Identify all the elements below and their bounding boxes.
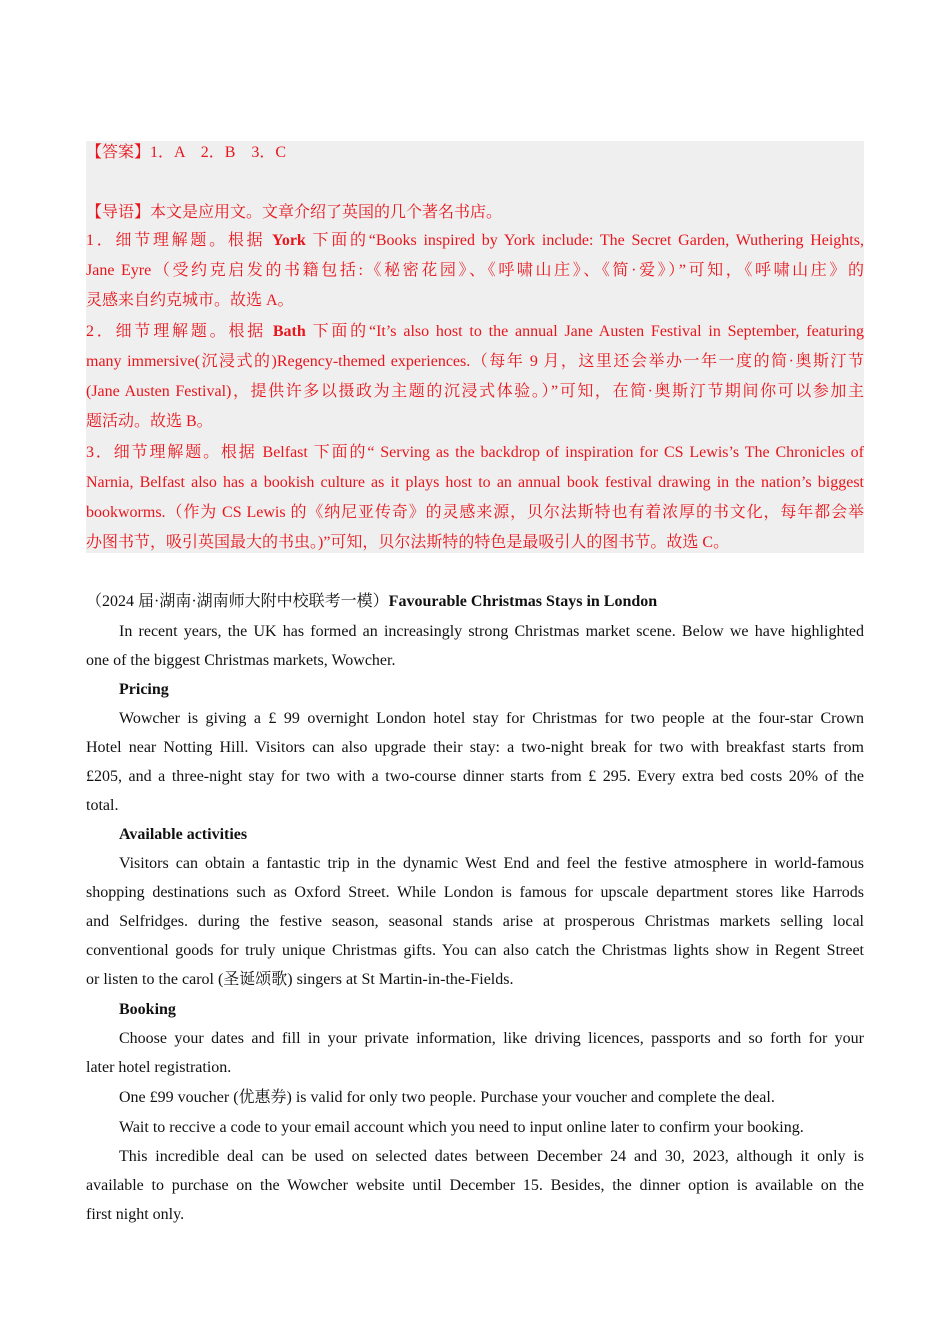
pricing-heading	[119, 675, 864, 705]
q3-explanation-line-2: Narnia, Belfast also has a bookish culture as it plays host to an annual book festival drawing in the nation’s biggest	[86, 474, 864, 491]
answer-label: 【答案】	[86, 144, 151, 161]
answer-line	[86, 138, 864, 168]
q1-explanation-line-2: Jane Eyre（受约克启发的书籍包括:《秘密花园》、《呼啸山庄》、《简·爱》）”可知，《呼啸山庄》的	[86, 262, 864, 279]
q2-text-a: 2．细节理解题。根据	[86, 323, 273, 340]
activities-line-5: or listen to the carol (圣诞颂歌) singers at St Martin-in-the-Fields.	[86, 971, 514, 988]
pricing-heading-text: Pricing	[119, 681, 169, 698]
activities-heading-text: Available activities	[119, 826, 248, 843]
activities-heading	[119, 820, 864, 850]
q2-explanation-line-1	[86, 317, 864, 347]
pricing-line-1: Wowcher is giving a £ 99 overnight London hotel stay for Christmas for two people at the four-star Crown	[119, 710, 864, 727]
booking-code-line: Wait to reccive a code to your email account which you need to input online later to confirm your booking.	[119, 1119, 804, 1136]
activities-line-1: Visitors can obtain a fantastic trip in the dynamic West End and feel the festive atmosphere in world-famous	[119, 855, 864, 872]
q1-text-b: 下面的“Books inspired by York include: The Secret Garden, Wuthering Heights,	[305, 232, 864, 249]
q3-explanation-line-1: 3．细节理解题。根据 Belfast 下面的“ Serving as the backdrop of inspiration for CS Lewis’s The Chronicles of	[86, 444, 864, 461]
booking-voucher-line: One £99 voucher (优惠券) is valid for only two people. Purchase your voucher and complete the deal.	[119, 1089, 775, 1106]
q3-explanation-line-3: bookworms.（作为 CS Lewis 的《纳尼亚传奇》的灵感来源，贝尔法斯特也有着浓厚的书文化，每年都会举	[86, 504, 864, 521]
answer-values: 1．A 2．B 3．C	[150, 144, 287, 161]
passage-source-title	[86, 587, 864, 617]
booking-line-1: Choose your dates and fill in your private information, like driving licences, passports and so forth for your	[119, 1030, 864, 1047]
passage-source: （2024 届·湖南·湖南师大附中校联考一模）	[86, 593, 389, 610]
pricing-line-4: total.	[86, 797, 119, 814]
guide-text: 本文是应用文。文章介绍了英国的几个著名书店。	[150, 204, 503, 221]
intro-line-2: one of the biggest Christmas markets, Wowcher.	[86, 652, 396, 669]
q1-explanation-line-1	[86, 226, 864, 256]
pricing-line-2: Hotel near Notting Hill. Visitors can also upgrade their stay: a two-night break for two with breakfast starts from	[86, 739, 864, 756]
q1-text-a: 1．细节理解题。根据	[86, 232, 273, 249]
q3-explanation-line-4: 办图书节，吸引英国最大的书虫。)”可知，贝尔法斯特的特色是最吸引人的图书节。故选 C。	[86, 534, 730, 551]
booking-deal-line-3: first night only.	[86, 1206, 185, 1223]
booking-deal-line-1: This incredible deal can be used on selected dates between December 24 and 30, 2023, although it only is	[119, 1148, 864, 1165]
booking-line-2: later hotel registration.	[86, 1059, 232, 1076]
q1-explanation-line-3: 灵感来自约克城市。故选 A。	[86, 292, 294, 309]
booking-heading-text: Booking	[119, 1001, 176, 1018]
q2-explanation-line-3: (Jane Austen Festival)，提供许多以摄政为主题的沉浸式体验。）”可知，在简·奥斯汀节期间你可以参加主	[86, 383, 864, 400]
q2-explanation-line-4: 题活动。故选 B。	[86, 413, 213, 430]
booking-heading	[119, 995, 864, 1025]
activities-line-4: conventional goods for truly unique Christmas gifts. You can also catch the Christmas lights show in Regent Street	[86, 942, 864, 959]
guide-line	[86, 198, 864, 228]
activities-line-2: shopping destinations such as Oxford Street. While London is famous for upscale department stores like Harrods	[86, 884, 864, 901]
q2-keyword: Bath	[272, 323, 306, 340]
booking-deal-line-2: available to purchase on the Wowcher website until December 15. Besides, the dinner option is available on the	[86, 1177, 864, 1194]
passage-title: Favourable Christmas Stays in London	[388, 593, 658, 610]
q2-explanation-line-2: many immersive(沉浸式的)Regency-themed experiences.（每年 9 月，这里还会举办一年一度的简·奥斯汀节	[86, 353, 864, 370]
q2-text-b: 下面的“It’s also host to the annual Jane Austen Festival in September, featuring	[305, 323, 864, 340]
activities-line-3: and Selfridges. during the festive season, seasonal stands arise at prosperous Christmas markets selling local	[86, 913, 864, 930]
intro-line-1: In recent years, the UK has formed an increasingly strong Christmas market scene. Below we have highlighted	[119, 623, 864, 640]
pricing-line-3: £205, and a three-night stay for two with a two-course dinner starts from £ 295. Every extra bed costs 20% of the	[86, 768, 864, 785]
guide-label: 【导语】	[86, 204, 151, 221]
q1-keyword: York	[272, 232, 306, 249]
